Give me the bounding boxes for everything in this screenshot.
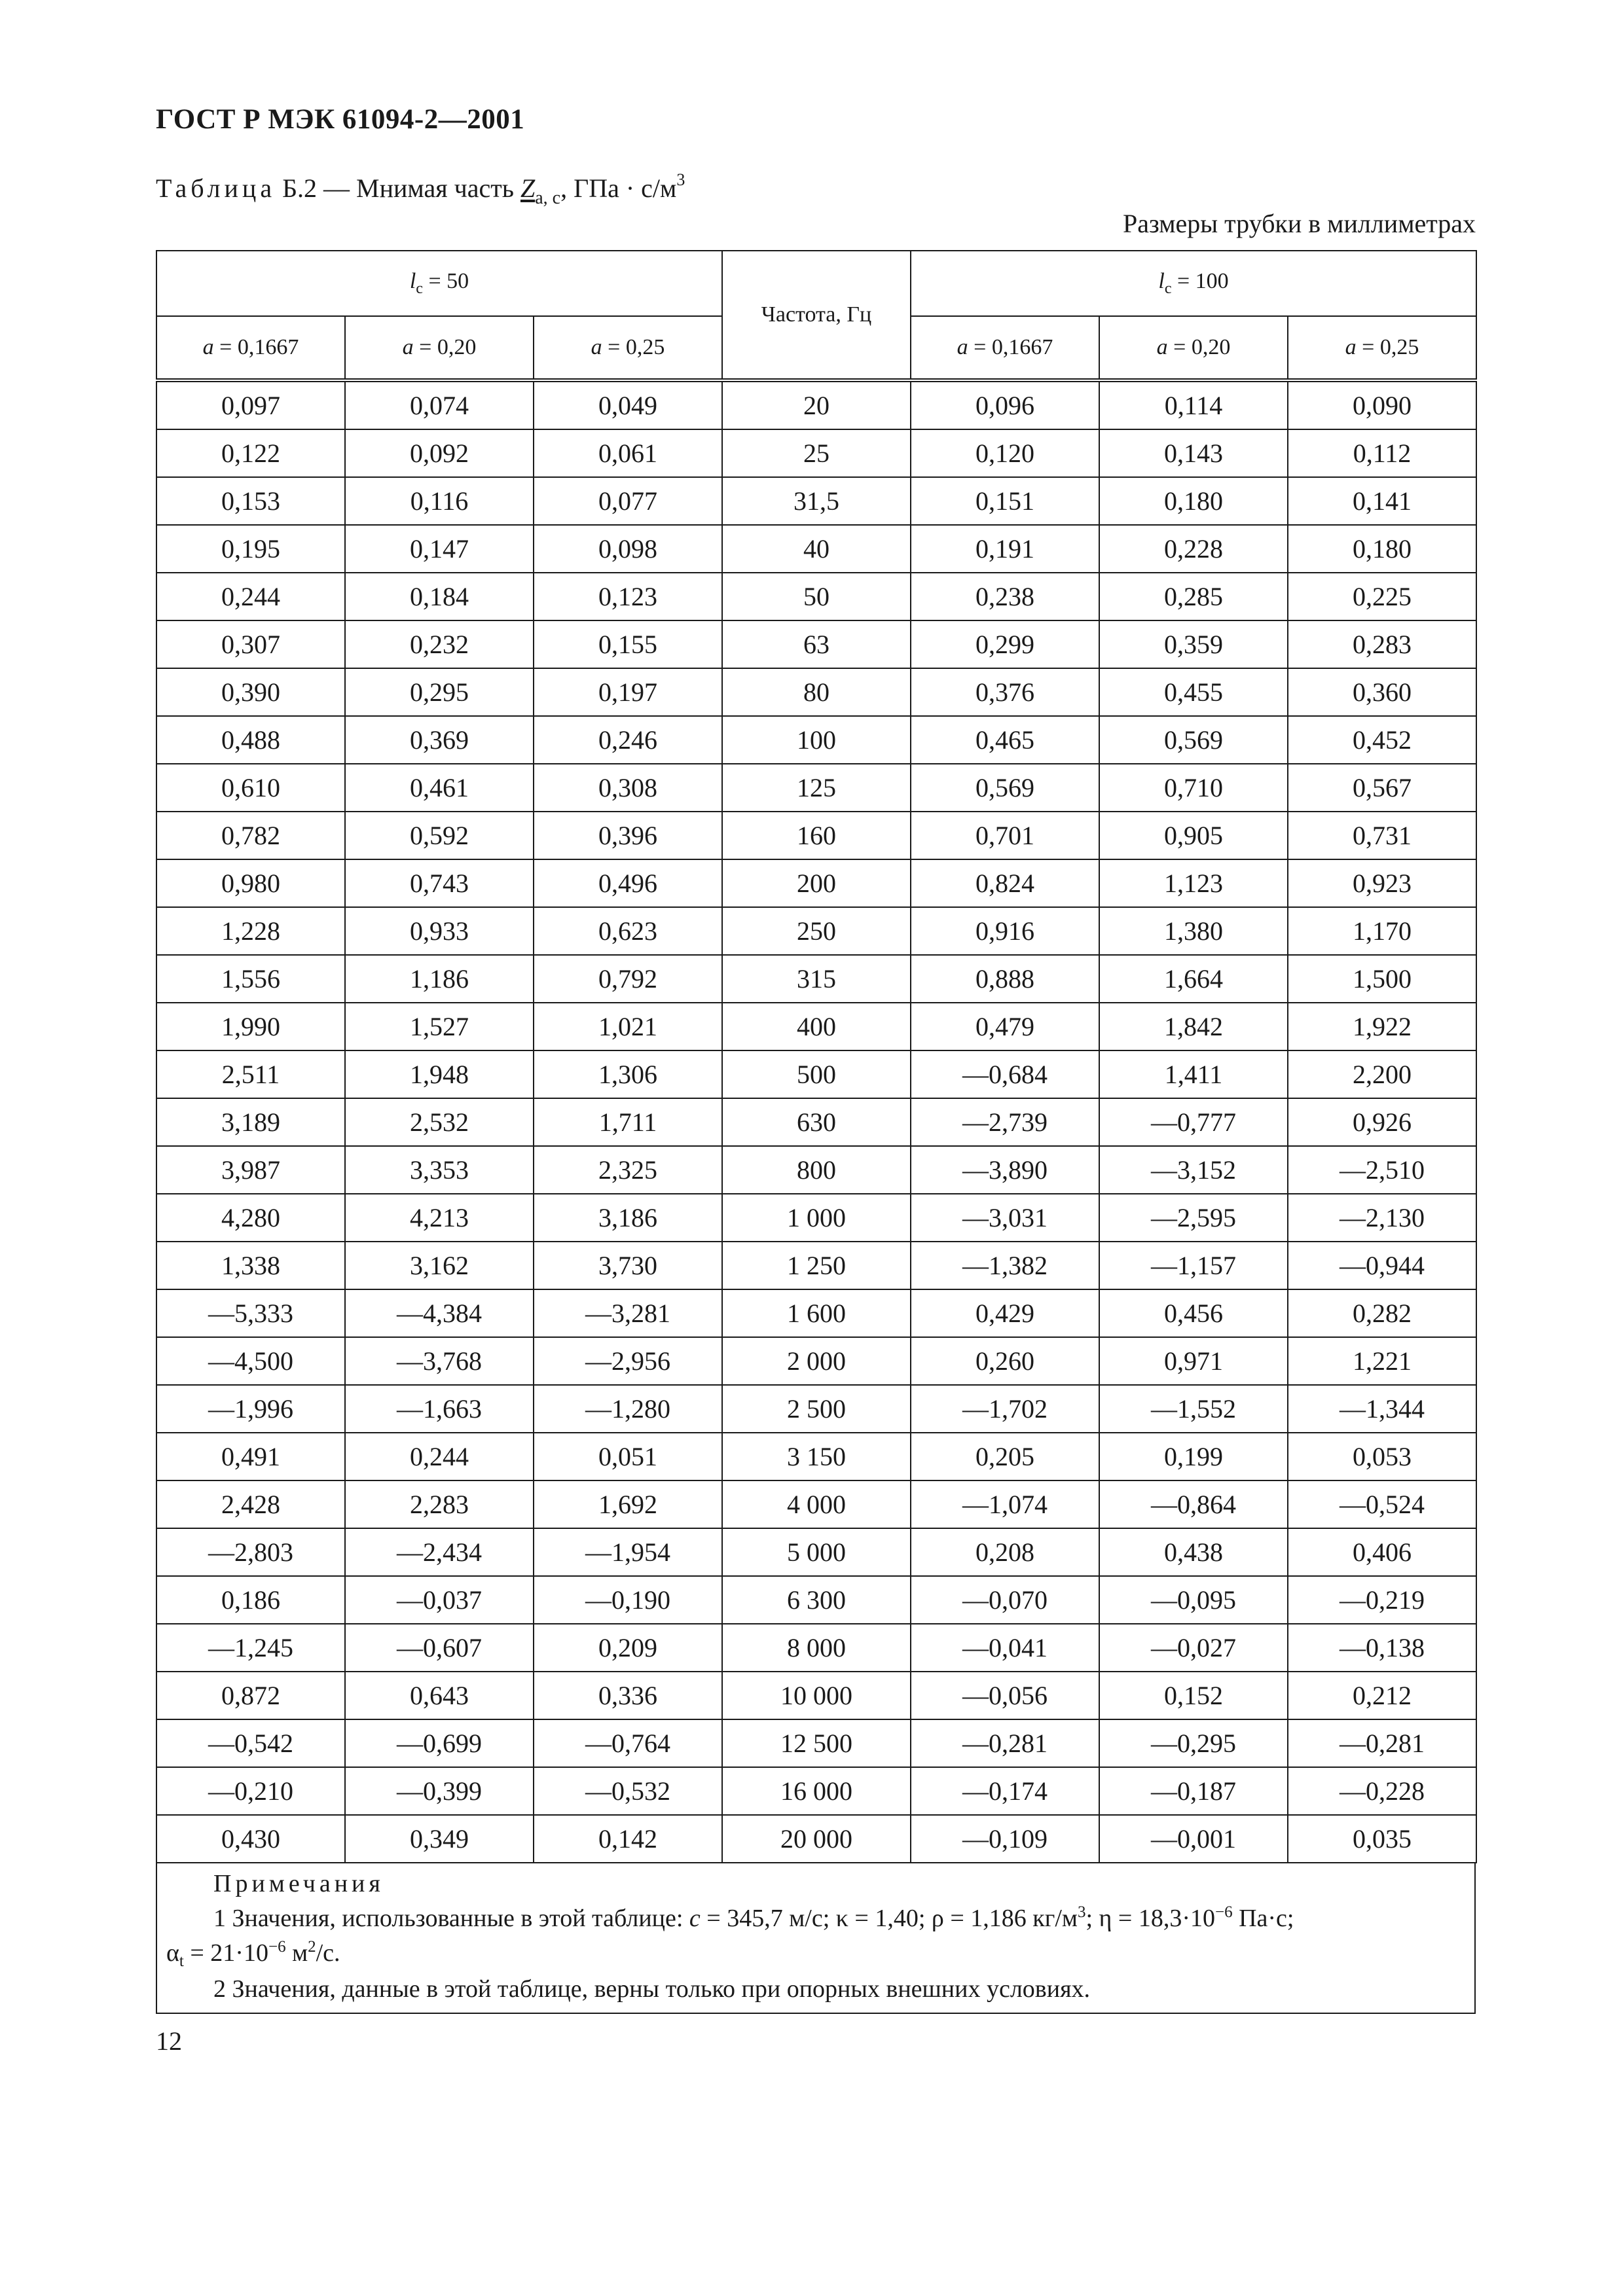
value-cell: —0,864 <box>1099 1480 1288 1528</box>
value-cell: 0,209 <box>534 1624 722 1672</box>
value-cell: —0,399 <box>345 1767 534 1815</box>
value-cell: —0,228 <box>1288 1767 1476 1815</box>
value-cell: 0,285 <box>1099 573 1288 620</box>
value-cell: —0,041 <box>911 1624 1099 1672</box>
value-cell: 2,532 <box>345 1098 534 1146</box>
table-row <box>156 668 1476 716</box>
value-cell: 0,369 <box>345 716 534 764</box>
notes-block <box>156 1863 1476 2014</box>
frequency-cell: 16 000 <box>722 1767 911 1815</box>
frequency-cell: 20 <box>722 380 911 429</box>
value-cell: —0,764 <box>534 1719 722 1767</box>
sub-header-a-0-20: a = 0,20 <box>345 316 534 380</box>
frequency-cell: 160 <box>722 812 911 859</box>
value-cell: 1,664 <box>1099 955 1288 1003</box>
frequency-cell: 80 <box>722 668 911 716</box>
value-cell: 0,496 <box>534 859 722 907</box>
frequency-cell: 3 150 <box>722 1433 911 1480</box>
value-cell: —2,130 <box>1288 1194 1476 1242</box>
value-cell: —3,031 <box>911 1194 1099 1242</box>
value-cell: —0,281 <box>1288 1719 1476 1767</box>
value-cell: 4,280 <box>156 1194 345 1242</box>
value-cell: 0,208 <box>911 1528 1099 1576</box>
value-cell: 0,923 <box>1288 859 1476 907</box>
table-row <box>156 1480 1476 1528</box>
value-cell: —0,281 <box>911 1719 1099 1767</box>
value-cell: —1,074 <box>911 1480 1099 1528</box>
value-cell: 0,205 <box>911 1433 1099 1480</box>
value-cell: 0,980 <box>156 859 345 907</box>
value-cell: 0,488 <box>156 716 345 764</box>
value-cell: 1,842 <box>1099 1003 1288 1050</box>
value-cell: 0,244 <box>345 1433 534 1480</box>
value-cell: 0,141 <box>1288 477 1476 525</box>
table-row <box>156 380 1476 429</box>
value-cell: —1,996 <box>156 1385 345 1433</box>
frequency-cell: 200 <box>722 859 911 907</box>
frequency-cell: 31,5 <box>722 477 911 525</box>
value-cell: 0,824 <box>911 859 1099 907</box>
value-cell: 0,710 <box>1099 764 1288 812</box>
value-cell: 1,556 <box>156 955 345 1003</box>
value-cell: 0,147 <box>345 525 534 573</box>
value-cell: 0,349 <box>345 1815 534 1863</box>
value-cell: 0,782 <box>156 812 345 859</box>
value-cell: 0,282 <box>1288 1289 1476 1337</box>
value-cell: —2,956 <box>534 1337 722 1385</box>
value-cell: 0,232 <box>345 620 534 668</box>
value-cell: —1,157 <box>1099 1242 1288 1289</box>
value-cell: 1,021 <box>534 1003 722 1050</box>
value-cell: 0,116 <box>345 477 534 525</box>
frequency-cell: 2 000 <box>722 1337 911 1385</box>
value-cell: 0,077 <box>534 477 722 525</box>
value-cell: 0,186 <box>156 1576 345 1624</box>
value-cell: 0,295 <box>345 668 534 716</box>
value-cell: 0,053 <box>1288 1433 1476 1480</box>
frequency-cell: 20 000 <box>722 1815 911 1863</box>
table-row <box>156 1003 1476 1050</box>
value-cell: —0,095 <box>1099 1576 1288 1624</box>
table-row <box>156 812 1476 859</box>
table-caption <box>156 170 685 209</box>
caption-units-power: 3 <box>676 170 685 189</box>
value-cell: 0,096 <box>911 380 1099 429</box>
value-cell: —0,001 <box>1099 1815 1288 1863</box>
value-cell: —3,890 <box>911 1146 1099 1194</box>
frequency-cell: 63 <box>722 620 911 668</box>
value-cell: 0,197 <box>534 668 722 716</box>
frequency-cell: 1 600 <box>722 1289 911 1337</box>
value-cell: —0,699 <box>345 1719 534 1767</box>
value-cell: 0,090 <box>1288 380 1476 429</box>
value-cell: 0,098 <box>534 525 722 573</box>
value-cell: 0,438 <box>1099 1528 1288 1576</box>
value-cell: 2,428 <box>156 1480 345 1528</box>
value-cell: 2,283 <box>345 1480 534 1528</box>
table-row <box>156 1098 1476 1146</box>
value-cell: 1,922 <box>1288 1003 1476 1050</box>
value-cell: 3,162 <box>345 1242 534 1289</box>
frequency-cell: 4 000 <box>722 1480 911 1528</box>
frequency-cell: 400 <box>722 1003 911 1050</box>
units-note: Размеры трубки в миллиметрах <box>1122 209 1476 238</box>
value-cell: 1,228 <box>156 907 345 955</box>
value-cell: —0,607 <box>345 1624 534 1672</box>
notes-title: Примечания <box>213 1870 384 1897</box>
value-cell: 1,711 <box>534 1098 722 1146</box>
table-row <box>156 477 1476 525</box>
value-cell: 0,061 <box>534 429 722 477</box>
value-cell: 3,730 <box>534 1242 722 1289</box>
value-cell: —1,382 <box>911 1242 1099 1289</box>
table-row <box>156 1146 1476 1194</box>
value-cell: 3,186 <box>534 1194 722 1242</box>
value-cell: 0,452 <box>1288 716 1476 764</box>
caption-prefix: Таблица <box>156 173 276 203</box>
value-cell: —4,500 <box>156 1337 345 1385</box>
value-cell: —0,210 <box>156 1767 345 1815</box>
value-cell: 1,306 <box>534 1050 722 1098</box>
table-row <box>156 1815 1476 1863</box>
value-cell: 1,990 <box>156 1003 345 1050</box>
value-cell: 0,092 <box>345 429 534 477</box>
frequency-cell: 800 <box>722 1146 911 1194</box>
note-1-continuation: $\alpha_t = 21\cdot 10^{-6}$ $м^2/с$. <box>166 1938 340 1970</box>
right-group-header: $l_c = 100$ <box>911 251 1476 316</box>
value-cell: 0,122 <box>156 429 345 477</box>
value-cell: —0,944 <box>1288 1242 1476 1289</box>
value-cell: —0,777 <box>1099 1098 1288 1146</box>
frequency-cell: 2 500 <box>722 1385 911 1433</box>
table-container <box>156 250 1476 2014</box>
value-cell: —0,532 <box>534 1767 722 1815</box>
value-cell: 0,701 <box>911 812 1099 859</box>
value-cell: 0,246 <box>534 716 722 764</box>
value-cell: 1,123 <box>1099 859 1288 907</box>
table-row <box>156 1242 1476 1289</box>
value-cell: 0,123 <box>534 573 722 620</box>
table-row <box>156 1194 1476 1242</box>
table-row <box>156 764 1476 812</box>
table-row <box>156 907 1476 955</box>
value-cell: 0,406 <box>1288 1528 1476 1576</box>
table-row <box>156 1337 1476 1385</box>
value-cell: —2,595 <box>1099 1194 1288 1242</box>
value-cell: 0,569 <box>1099 716 1288 764</box>
table-row <box>156 1767 1476 1815</box>
note-1: 1 Значения, использованные в этой таблице: c = 345,7 м/с; κ = 1,40; ρ = 1,186 $кг/м^3$; $\eta = 18,3\cdot 10^{-6}$ Па·с; <box>213 1903 1294 1932</box>
value-cell: 1,338 <box>156 1242 345 1289</box>
sub-header-a-0-25: a = 0,25 <box>534 316 722 380</box>
value-cell: —1,954 <box>534 1528 722 1576</box>
value-cell: 0,376 <box>911 668 1099 716</box>
value-cell: 0,610 <box>156 764 345 812</box>
value-cell: 0,155 <box>534 620 722 668</box>
value-cell: 1,948 <box>345 1050 534 1098</box>
value-cell: 0,191 <box>911 525 1099 573</box>
table-row <box>156 716 1476 764</box>
sub-header-a-0-1667-right: a = 0,1667 <box>911 316 1099 380</box>
value-cell: 0,430 <box>156 1815 345 1863</box>
value-cell: —0,070 <box>911 1576 1099 1624</box>
value-cell: 0,120 <box>911 429 1099 477</box>
value-cell: 0,888 <box>911 955 1099 1003</box>
value-cell: —0,684 <box>911 1050 1099 1098</box>
frequency-cell: 1 250 <box>722 1242 911 1289</box>
value-cell: —1,663 <box>345 1385 534 1433</box>
table-row <box>156 859 1476 907</box>
value-cell: —3,281 <box>534 1289 722 1337</box>
value-cell: 0,184 <box>345 573 534 620</box>
value-cell: 0,456 <box>1099 1289 1288 1337</box>
value-cell: 1,170 <box>1288 907 1476 955</box>
value-cell: 1,527 <box>345 1003 534 1050</box>
value-cell: —2,434 <box>345 1528 534 1576</box>
value-cell: 0,308 <box>534 764 722 812</box>
value-cell: —0,542 <box>156 1719 345 1767</box>
table-row <box>156 955 1476 1003</box>
value-cell: 0,238 <box>911 573 1099 620</box>
left-group-header: $l_c = 50$ <box>156 251 722 316</box>
value-cell: 0,244 <box>156 573 345 620</box>
caption-units: , ГПа · с/м <box>560 173 677 203</box>
table-row <box>156 573 1476 620</box>
frequency-cell: 6 300 <box>722 1576 911 1624</box>
frequency-cell: 250 <box>722 907 911 955</box>
value-cell: 3,353 <box>345 1146 534 1194</box>
value-cell: 0,396 <box>534 812 722 859</box>
value-cell: —0,037 <box>345 1576 534 1624</box>
table-group-header-row <box>156 251 1476 316</box>
caption-number: Б.2 — Мнимая часть <box>276 173 520 203</box>
value-cell: 0,916 <box>911 907 1099 955</box>
frequency-cell: 315 <box>722 955 911 1003</box>
value-cell: 0,225 <box>1288 573 1476 620</box>
sub-header-a-0-20-right: a = 0,20 <box>1099 316 1288 380</box>
value-cell: 0,049 <box>534 380 722 429</box>
value-cell: 0,143 <box>1099 429 1288 477</box>
value-cell: —0,138 <box>1288 1624 1476 1672</box>
value-cell: 0,142 <box>534 1815 722 1863</box>
table-row <box>156 429 1476 477</box>
value-cell: —0,056 <box>911 1672 1099 1719</box>
value-cell: 0,074 <box>345 380 534 429</box>
value-cell: 3,987 <box>156 1146 345 1194</box>
value-cell: —1,280 <box>534 1385 722 1433</box>
table-row <box>156 1576 1476 1624</box>
value-cell: —1,702 <box>911 1385 1099 1433</box>
table-row <box>156 525 1476 573</box>
value-cell: 0,623 <box>534 907 722 955</box>
value-cell: —3,768 <box>345 1337 534 1385</box>
caption-symbol: Z <box>520 173 536 203</box>
value-cell: —0,187 <box>1099 1767 1288 1815</box>
value-cell: 0,455 <box>1099 668 1288 716</box>
value-cell: 0,153 <box>156 477 345 525</box>
value-cell: 0,731 <box>1288 812 1476 859</box>
document-header: ГОСТ Р МЭК 61094-2—2001 <box>156 104 525 135</box>
value-cell: —0,109 <box>911 1815 1099 1863</box>
value-cell: —0,027 <box>1099 1624 1288 1672</box>
frequency-header: Частота, Гц <box>722 251 911 380</box>
value-cell: —0,295 <box>1099 1719 1288 1767</box>
table-row <box>156 1289 1476 1337</box>
value-cell: 0,743 <box>345 859 534 907</box>
value-cell: 0,228 <box>1099 525 1288 573</box>
value-cell: 0,152 <box>1099 1672 1288 1719</box>
value-cell: 0,260 <box>911 1337 1099 1385</box>
frequency-cell: 100 <box>722 716 911 764</box>
frequency-cell: 5 000 <box>722 1528 911 1576</box>
value-cell: —0,219 <box>1288 1576 1476 1624</box>
value-cell: 0,491 <box>156 1433 345 1480</box>
value-cell: —0,524 <box>1288 1480 1476 1528</box>
value-cell: 1,221 <box>1288 1337 1476 1385</box>
value-cell: 0,283 <box>1288 620 1476 668</box>
frequency-cell: 500 <box>722 1050 911 1098</box>
value-cell: 0,592 <box>345 812 534 859</box>
value-cell: 0,360 <box>1288 668 1476 716</box>
value-cell: 2,325 <box>534 1146 722 1194</box>
value-cell: —5,333 <box>156 1289 345 1337</box>
table-body <box>156 380 1476 1863</box>
frequency-cell: 12 500 <box>722 1719 911 1767</box>
value-cell: 0,465 <box>911 716 1099 764</box>
value-cell: —1,245 <box>156 1624 345 1672</box>
value-cell: 0,299 <box>911 620 1099 668</box>
value-cell: 0,569 <box>911 764 1099 812</box>
value-cell: 1,500 <box>1288 955 1476 1003</box>
value-cell: 0,151 <box>911 477 1099 525</box>
value-cell: 2,200 <box>1288 1050 1476 1098</box>
table-row <box>156 1672 1476 1719</box>
frequency-cell: 8 000 <box>722 1624 911 1672</box>
value-cell: 0,971 <box>1099 1337 1288 1385</box>
value-cell: 0,212 <box>1288 1672 1476 1719</box>
frequency-cell: 1 000 <box>722 1194 911 1242</box>
table-row <box>156 620 1476 668</box>
value-cell: —4,384 <box>345 1289 534 1337</box>
frequency-cell: 40 <box>722 525 911 573</box>
table-row <box>156 1528 1476 1576</box>
sub-header-a-0-25-right: a = 0,25 <box>1288 316 1476 380</box>
value-cell: 0,035 <box>1288 1815 1476 1863</box>
value-cell: —1,344 <box>1288 1385 1476 1433</box>
value-cell: 1,692 <box>534 1480 722 1528</box>
table-row <box>156 1385 1476 1433</box>
value-cell: —0,174 <box>911 1767 1099 1815</box>
value-cell: 0,461 <box>345 764 534 812</box>
value-cell: —2,803 <box>156 1528 345 1576</box>
frequency-cell: 125 <box>722 764 911 812</box>
value-cell: 0,112 <box>1288 429 1476 477</box>
frequency-cell: 630 <box>722 1098 911 1146</box>
sub-header-a-0-1667: a = 0,1667 <box>156 316 345 380</box>
value-cell: 0,307 <box>156 620 345 668</box>
value-cell: 3,189 <box>156 1098 345 1146</box>
value-cell: 0,643 <box>345 1672 534 1719</box>
value-cell: 0,479 <box>911 1003 1099 1050</box>
value-cell: 0,195 <box>156 525 345 573</box>
value-cell: 0,336 <box>534 1672 722 1719</box>
table-row <box>156 1433 1476 1480</box>
value-cell: 2,511 <box>156 1050 345 1098</box>
value-cell: 0,051 <box>534 1433 722 1480</box>
value-cell: 0,390 <box>156 668 345 716</box>
value-cell: 0,926 <box>1288 1098 1476 1146</box>
value-cell: 0,114 <box>1099 380 1288 429</box>
note-2: 2 Значения, данные в этой таблице, верны только при опорных внешних условиях. <box>213 1975 1091 2003</box>
value-cell: 0,199 <box>1099 1433 1288 1480</box>
frequency-cell: 25 <box>722 429 911 477</box>
frequency-cell: 50 <box>722 573 911 620</box>
table-row <box>156 1050 1476 1098</box>
value-cell: 0,180 <box>1288 525 1476 573</box>
table-row <box>156 1624 1476 1672</box>
caption-subscript: a, c <box>535 188 561 208</box>
value-cell: 0,429 <box>911 1289 1099 1337</box>
value-cell: 4,213 <box>345 1194 534 1242</box>
frequency-cell: 10 000 <box>722 1672 911 1719</box>
value-cell: —2,510 <box>1288 1146 1476 1194</box>
page-number: 12 <box>156 2026 182 2056</box>
value-cell: 1,411 <box>1099 1050 1288 1098</box>
value-cell: 0,180 <box>1099 477 1288 525</box>
data-table <box>156 250 1477 1863</box>
value-cell: 0,933 <box>345 907 534 955</box>
value-cell: 0,567 <box>1288 764 1476 812</box>
value-cell: 0,359 <box>1099 620 1288 668</box>
value-cell: —3,152 <box>1099 1146 1288 1194</box>
value-cell: 1,380 <box>1099 907 1288 955</box>
value-cell: —1,552 <box>1099 1385 1288 1433</box>
value-cell: 0,792 <box>534 955 722 1003</box>
value-cell: 0,872 <box>156 1672 345 1719</box>
value-cell: 0,905 <box>1099 812 1288 859</box>
value-cell: 1,186 <box>345 955 534 1003</box>
value-cell: 0,097 <box>156 380 345 429</box>
value-cell: —0,190 <box>534 1576 722 1624</box>
table-row <box>156 1719 1476 1767</box>
value-cell: —2,739 <box>911 1098 1099 1146</box>
